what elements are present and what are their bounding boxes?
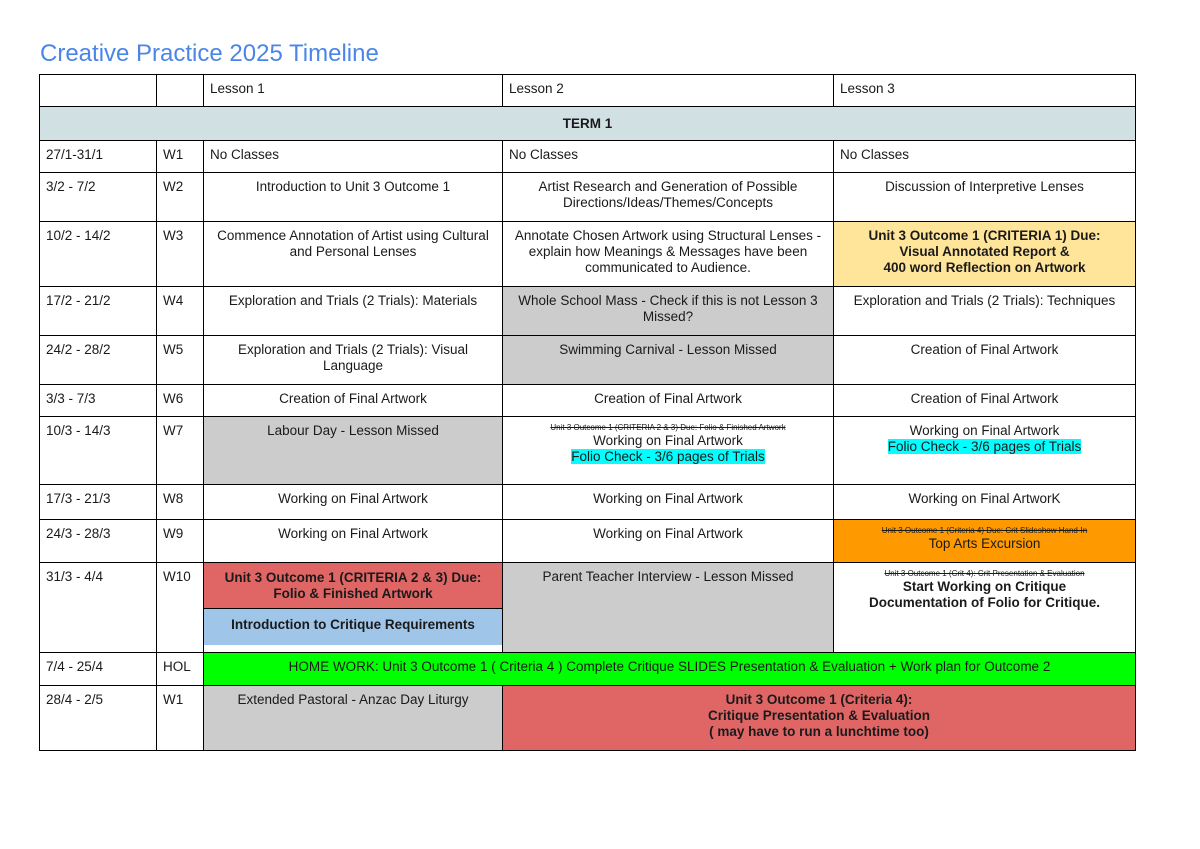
week-cell: W10 (157, 563, 204, 653)
lesson-1-cell: Working on Final Artwork (204, 520, 503, 563)
lesson-2-cell: No Classes (503, 141, 834, 173)
due-line: Critique Presentation & Evaluation (707, 708, 931, 723)
header-lesson-3: Lesson 3 (834, 75, 1136, 107)
due-line: Unit 3 Outcome 1 (CRITERIA 2 & 3) Due: (224, 570, 482, 585)
critique-presentation-cell (503, 686, 1136, 751)
header-date (40, 75, 157, 107)
lesson-2-cell: Creation of Final Artwork (503, 385, 834, 417)
date-cell: 24/3 - 28/3 (40, 520, 157, 563)
date-cell: 28/4 - 2/5 (40, 686, 157, 751)
date-cell: 7/4 - 25/4 (40, 653, 157, 686)
term-row (40, 107, 1136, 141)
due-line: Folio & Finished Artwork (273, 586, 433, 601)
table-row (40, 485, 1136, 520)
week-cell: W4 (157, 287, 204, 336)
lesson-text: Start Working on Critique (902, 579, 1067, 594)
date-cell: 10/2 - 14/2 (40, 222, 157, 287)
lesson-2-cell: Artist Research and Generation of Possible Directions/Ideas/Themes/Concepts (503, 173, 834, 222)
lesson-text: Working on Final Artwork (909, 423, 1060, 438)
date-cell: 17/2 - 21/2 (40, 287, 157, 336)
struck-text: Unit 3 Outcome 1 (Criteria 4) Due: Crit Slideshow Hand-In (881, 526, 1088, 535)
lesson-1-cell: Exploration and Trials (2 Trials): Visual Language (204, 336, 503, 385)
week-cell: W1 (157, 141, 204, 173)
lesson-3-cell: Creation of Final Artwork (834, 336, 1136, 385)
date-cell: 17/3 - 21/3 (40, 485, 157, 520)
date-cell: 10/3 - 14/3 (40, 417, 157, 485)
critique-intro-block: Introduction to Critique Requirements (204, 609, 502, 645)
lesson-2-cell: Working on Final Artwork (503, 485, 834, 520)
lesson-1-cell: Commence Annotation of Artist using Cultural and Personal Lenses (204, 222, 503, 287)
folio-check-highlight: Folio Check - 3/6 pages of Trials (887, 439, 1082, 454)
due-line: ( may have to run a lunchtime too) (709, 724, 929, 739)
term-label: TERM 1 (40, 107, 1136, 141)
week-cell: W1 (157, 686, 204, 751)
lesson-3-cell: Exploration and Trials (2 Trials): Techniques (834, 287, 1136, 336)
week-cell: W5 (157, 336, 204, 385)
lesson-2-cell (503, 417, 834, 485)
table-row (40, 653, 1136, 686)
due-line: Unit 3 Outcome 1 (Criteria 4): (725, 692, 913, 707)
header-lesson-2: Lesson 2 (503, 75, 834, 107)
lesson-1-cell: Exploration and Trials (2 Trials): Materials (204, 287, 503, 336)
lesson-3-cell: No Classes (834, 141, 1136, 173)
date-cell: 27/1-31/1 (40, 141, 157, 173)
table-row (40, 686, 1136, 751)
folio-check-highlight: Folio Check - 3/6 pages of Trials (571, 449, 765, 464)
table-row (40, 336, 1136, 385)
lesson-2-cell: Working on Final Artwork (503, 520, 834, 563)
table-row (40, 287, 1136, 336)
week-cell: W9 (157, 520, 204, 563)
lesson-1-cell: Labour Day - Lesson Missed (204, 417, 503, 485)
due-line: Visual Annotated Report & (899, 244, 1070, 259)
lesson-2-cell: Swimming Carnival - Lesson Missed (503, 336, 834, 385)
week-cell: W2 (157, 173, 204, 222)
week-cell: W8 (157, 485, 204, 520)
holiday-homework-cell: HOME WORK: Unit 3 Outcome 1 ( Criteria 4 ) Complete Critique SLIDES Presentation & Evaluation + Work plan for Outcome 2 (204, 653, 1136, 686)
lesson-2-cell: Parent Teacher Interview - Lesson Missed (503, 563, 834, 653)
timeline-table (39, 74, 1136, 751)
lesson-2-cell: Whole School Mass - Check if this is not Lesson 3 Missed? (503, 287, 834, 336)
week-cell: W7 (157, 417, 204, 485)
date-cell: 3/3 - 7/3 (40, 385, 157, 417)
lesson-text: Documentation of Folio for Critique. (869, 595, 1100, 610)
assessment-due-block (204, 563, 502, 609)
lesson-1-cell (204, 563, 503, 653)
header-week (157, 75, 204, 107)
date-cell: 31/3 - 4/4 (40, 563, 157, 653)
lesson-3-cell: Creation of Final Artwork (834, 385, 1136, 417)
table-row (40, 563, 1136, 653)
lesson-1-cell: Creation of Final Artwork (204, 385, 503, 417)
lesson-text: Working on Final Artwork (593, 433, 743, 448)
excursion-cell (834, 520, 1136, 563)
due-line: Unit 3 Outcome 1 (CRITERIA 1) Due: (868, 228, 1101, 243)
lesson-3-cell: Working on Final ArtworK (834, 485, 1136, 520)
date-cell: 24/2 - 28/2 (40, 336, 157, 385)
lesson-3-cell (834, 417, 1136, 485)
assessment-due-cell (834, 222, 1136, 287)
lesson-2-cell: Annotate Chosen Artwork using Structural Lenses - explain how Meanings & Messages have been communicated to Audience. (503, 222, 834, 287)
lesson-1-cell: No Classes (204, 141, 503, 173)
table-row (40, 173, 1136, 222)
table-row (40, 520, 1136, 563)
date-cell: 3/2 - 7/2 (40, 173, 157, 222)
page-title: Creative Practice 2025 Timeline (40, 40, 379, 67)
struck-text: Unit 3 Outcome 1 (Crit 4): Crit Presentation & Evaluation (884, 569, 1085, 578)
lesson-1-cell: Introduction to Unit 3 Outcome 1 (204, 173, 503, 222)
due-line: 400 word Reflection on Artwork (883, 260, 1086, 275)
lesson-3-cell (834, 563, 1136, 653)
header-row (40, 75, 1136, 107)
struck-text: Unit 3 Outcome 1 (CRITERIA 2 & 3) Due: Folio & Finished Artwork (550, 423, 786, 432)
lesson-3-cell: Discussion of Interpretive Lenses (834, 173, 1136, 222)
lesson-1-cell: Working on Final Artwork (204, 485, 503, 520)
table-row (40, 417, 1136, 485)
lesson-text: Top Arts Excursion (928, 536, 1041, 551)
lesson-1-cell: Extended Pastoral - Anzac Day Liturgy (204, 686, 503, 751)
table-row (40, 385, 1136, 417)
week-cell: W3 (157, 222, 204, 287)
week-cell: HOL (157, 653, 204, 686)
header-lesson-1: Lesson 1 (204, 75, 503, 107)
week-cell: W6 (157, 385, 204, 417)
table-row (40, 222, 1136, 287)
table-row (40, 141, 1136, 173)
